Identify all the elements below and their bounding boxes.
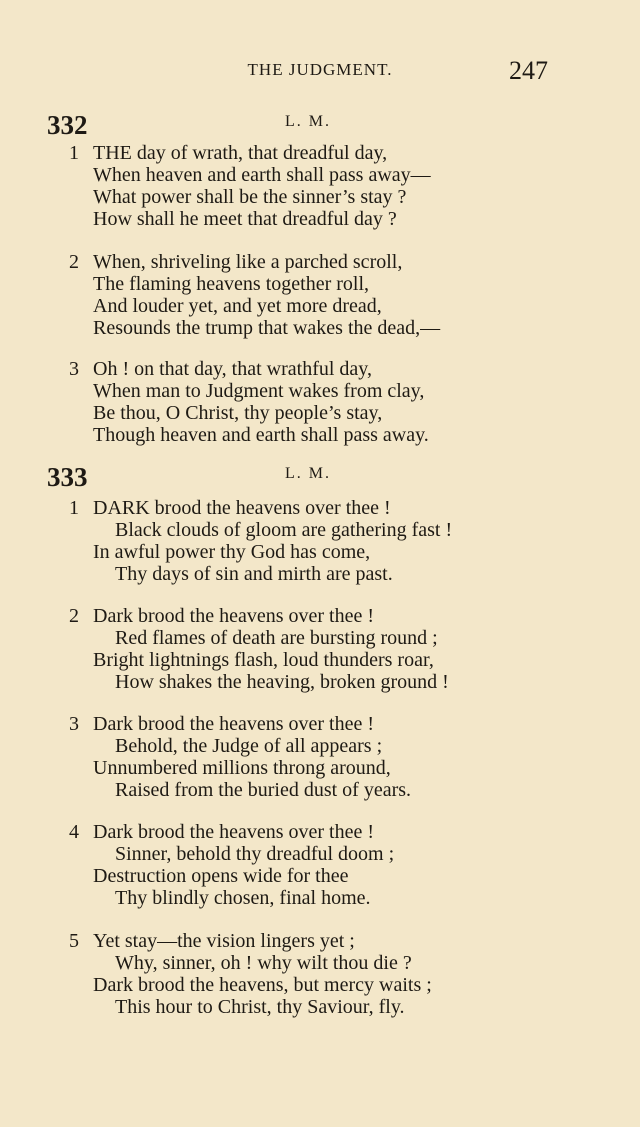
verse-line: Oh ! on that day, that wrathful day, [93, 358, 372, 380]
verse-line: This hour to Christ, thy Saviour, fly. [115, 996, 405, 1018]
verse-line: Raised from the buried dust of years. [115, 779, 412, 801]
verse-line: Behold, the Judge of all appears ; [115, 735, 383, 757]
verse-line: Black clouds of gloom are gathering fast ! [115, 519, 453, 541]
verse-line: Dark brood the heavens over thee ! [93, 605, 374, 627]
verse-number: 1 [69, 497, 79, 519]
verse-line: And louder yet, and yet more dread, [93, 295, 382, 317]
verse-number: 1 [69, 142, 79, 164]
verse-number: 3 [69, 713, 79, 735]
verse-number: 3 [69, 358, 79, 380]
verse-line: When heaven and earth shall pass away— [93, 164, 431, 186]
verse-line: Thy days of sin and mirth are past. [115, 563, 393, 585]
verse-line: Bright lightnings flash, loud thunders roar, [93, 649, 434, 671]
verse-line: THE day of wrath, that dreadful day, [93, 142, 388, 164]
verse-number: 2 [69, 605, 79, 627]
hymn-meter: L. M. [285, 113, 331, 130]
verse-line: Thy blindly chosen, final home. [115, 887, 371, 909]
verse-line: In awful power thy God has come, [93, 541, 371, 563]
verse-line: What power shall be the sinner’s stay ? [93, 186, 407, 208]
verse-line: Why, sinner, oh ! why wilt thou die ? [115, 952, 412, 974]
page-number: 247 [509, 56, 548, 85]
verse-line: How shakes the heaving, broken ground ! [115, 671, 449, 693]
verse-line: Be thou, O Christ, thy people’s stay, [93, 402, 383, 424]
verse-line: When man to Judgment wakes from clay, [93, 380, 425, 402]
verse-line: Yet stay—the vision lingers yet ; [93, 930, 355, 952]
verse-line: Red flames of death are bursting round ; [115, 627, 438, 649]
verse-line: Destruction opens wide for thee [93, 865, 349, 887]
verse-line: DARK brood the heavens over thee ! [93, 497, 391, 519]
hymn-number: 332 [47, 110, 88, 140]
running-title: THE JUDGMENT. [247, 60, 393, 79]
verse-line: Sinner, behold thy dreadful doom ; [115, 843, 395, 865]
verse-number: 2 [69, 251, 79, 273]
verse-number: 4 [69, 821, 79, 843]
verse-line: Dark brood the heavens over thee ! [93, 713, 374, 735]
verse-line: How shall he meet that dreadful day ? [93, 208, 397, 230]
hymn-number: 333 [47, 462, 88, 492]
verse-line: Dark brood the heavens, but mercy waits ; [93, 974, 432, 996]
verse-line: Though heaven and earth shall pass away. [93, 424, 429, 446]
verse-line: The flaming heavens together roll, [93, 273, 370, 295]
verse-line: When, shriveling like a parched scroll, [93, 251, 403, 273]
verse-line: Dark brood the heavens over thee ! [93, 821, 374, 843]
verse-line: Unnumbered millions throng around, [93, 757, 391, 779]
verse-line: Resounds the trump that wakes the dead,— [93, 317, 441, 339]
hymn-meter: L. M. [285, 465, 331, 482]
verse-number: 5 [69, 930, 79, 952]
